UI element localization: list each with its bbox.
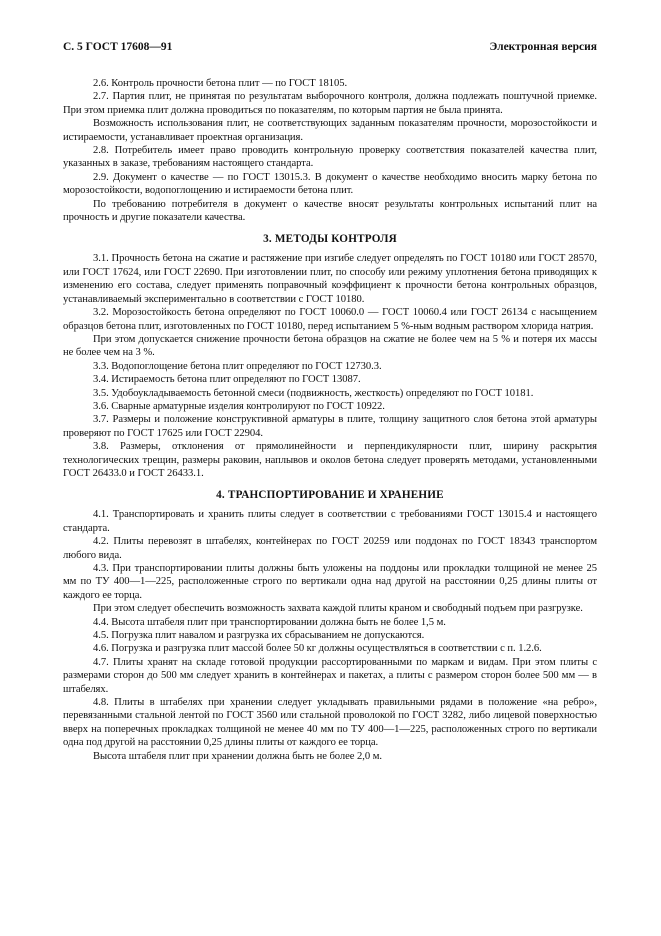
paragraph: 2.9. Документ о качестве — по ГОСТ 13015.3. В документ о качестве необходимо вносить марку бетона по морозостойкости, водопоглощению и истираемости бетона плит. [63, 171, 597, 197]
paragraph: 3.4. Истираемость бетона плит определяют по ГОСТ 13087. [93, 374, 361, 386]
paragraph: 3.1. Прочность бетона на сжатие и растяжение при изгибе следует определять по ГОСТ 10180 или ГОСТ 28570, или ГОСТ 17624, или ГОСТ 22690. При изготовлении плит, по способу или режиму уплотнения бетона приводящих к изменению его состава, следует применять поправочный коэффициент к прочности бетона контрольных образцов, устанавливаемый экспериментально в соответствии с ГОСТ 10180. [63, 253, 597, 305]
paragraph: 3.2. Морозостойкость бетона определяют по ГОСТ 10060.0 — ГОСТ 10060.4 или ГОСТ 26134 с насыщением образцов бетона плит, изготовленных по ГОСТ 10180, перед испытанием 5 %-ным водным раствором хлорида натрия. [63, 307, 597, 332]
paragraph: Возможность использования плит, не соответствующих заданным показателям прочности, морозостойкости и истираемости, устанавливает проектная организация. [63, 118, 597, 143]
paragraph: 3.5. Удобоукладываемость бетонной смеси (подвижность, жесткость) определяют по ГОСТ 10181. [93, 387, 534, 399]
paragraph: 4.7. Плиты хранят на складе готовой продукции рассортированными по маркам и видам. При этом плиты с размерами сторон до 500 мм следует хранить в контейнерах и пакетах, а плиты с размером сторон более 500 мм — в штабелях. [63, 656, 597, 695]
paragraph: 2.7. Партия плит, не принятая по результатам выборочного контроля, должна подлежать поштучной приемке. При этом приемка плит должна проводиться по показателям, по которым партия не была принята. [63, 91, 597, 116]
paragraph: 4.5. Погрузка плит навалом и разгрузка их сбрасыванием не допускаются. [93, 630, 425, 642]
paragraph: 3.8. Размеры, отклонения от прямолинейности и перпендикулярности плит, ширину раскрытия технологических трещин, размеры раковин, наплывов и околов бетона следует проверять методами, установленными ГОСТ 26433.0 и ГОСТ 26433.1. [63, 441, 597, 479]
paragraph: При этом допускается снижение прочности бетона образцов на сжатие не более чем на 5 % и потеря их массы не более чем на 3 %. [63, 333, 597, 359]
paragraph: 4.2. Плиты перевозят в штабелях, контейнерах по ГОСТ 20259 или поддонах по ГОСТ 18343 транспортом любого вида. [63, 536, 597, 561]
paragraph: 4.3. При транспортировании плиты должны быть уложены на поддоны или прокладки толщиной не менее 25 мм по ТУ 400—1—225, расположенные строго по вертикали одна над другой на расстоянии 0,25 длины плиты от каждого ее торца. [63, 563, 597, 601]
header-version: Электронная версия [489, 41, 597, 53]
page-header [63, 41, 597, 57]
paragraph: 4.6. Погрузка и разгрузка плит массой более 50 кг должны осуществляться в соответствии с п. 1.2.6. [93, 643, 542, 655]
paragraph: По требованию потребителя в документ о качестве вносят результаты контрольных испытаний плит на прочность и другие показатели качества. [63, 198, 597, 224]
paragraph: 3.7. Размеры и положение конструктивной арматуры в плите, толщину защитного слоя бетона этой арматуры проверяют по ГОСТ 17625 или ГОСТ 22904. [63, 414, 597, 439]
paragraph: Высота штабеля плит при хранении должна быть не более 2,0 м. [93, 750, 382, 762]
header-doc-id: С. 5 ГОСТ 17608—91 [63, 41, 173, 53]
paragraph: 4.4. Высота штабеля плит при транспортировании должна быть не более 1,5 м. [93, 616, 446, 628]
section-heading: 4. ТРАНСПОРТИРОВАНИЕ И ХРАНЕНИЕ [216, 489, 444, 502]
section-heading: 3. МЕТОДЫ КОНТРОЛЯ [263, 233, 397, 246]
document-body [63, 77, 597, 763]
paragraph: 3.3. Водопоглощение бетона плит определяют по ГОСТ 12730.3. [93, 360, 382, 372]
paragraph: 4.8. Плиты в штабелях при хранении следует укладывать правильными рядами в положение «на ребро», перевязанными стальной лентой по ГОСТ 3560 или стальной проволокой по ГОСТ 3282, либо лицевой поверхностью вверх на поперечных прокладках толщиной не менее 40 мм по ТУ 400—1—225, расположенных строго по вертикали одна под другой на расстоянии 0,25 длины плиты от каждого ее торца. [63, 697, 597, 749]
paragraph: 2.6. Контроль прочности бетона плит — по ГОСТ 18105. [93, 78, 348, 89]
paragraph: 2.8. Потребитель имеет право проводить контрольную проверку соответствия показателей качества плит, указанных в заказе, требованиям настоящего стандарта. [63, 145, 597, 170]
paragraph: 3.6. Сварные арматурные изделия контролируют по ГОСТ 10922. [93, 400, 385, 412]
paragraph: При этом следует обеспечить возможность захвата каждой плиты краном и свободный подъем при разгрузке. [93, 603, 583, 615]
paragraph: 4.1. Транспортировать и хранить плиты следует в соответствии с требованиями ГОСТ 13015.4 и настоящего стандарта. [63, 509, 597, 534]
